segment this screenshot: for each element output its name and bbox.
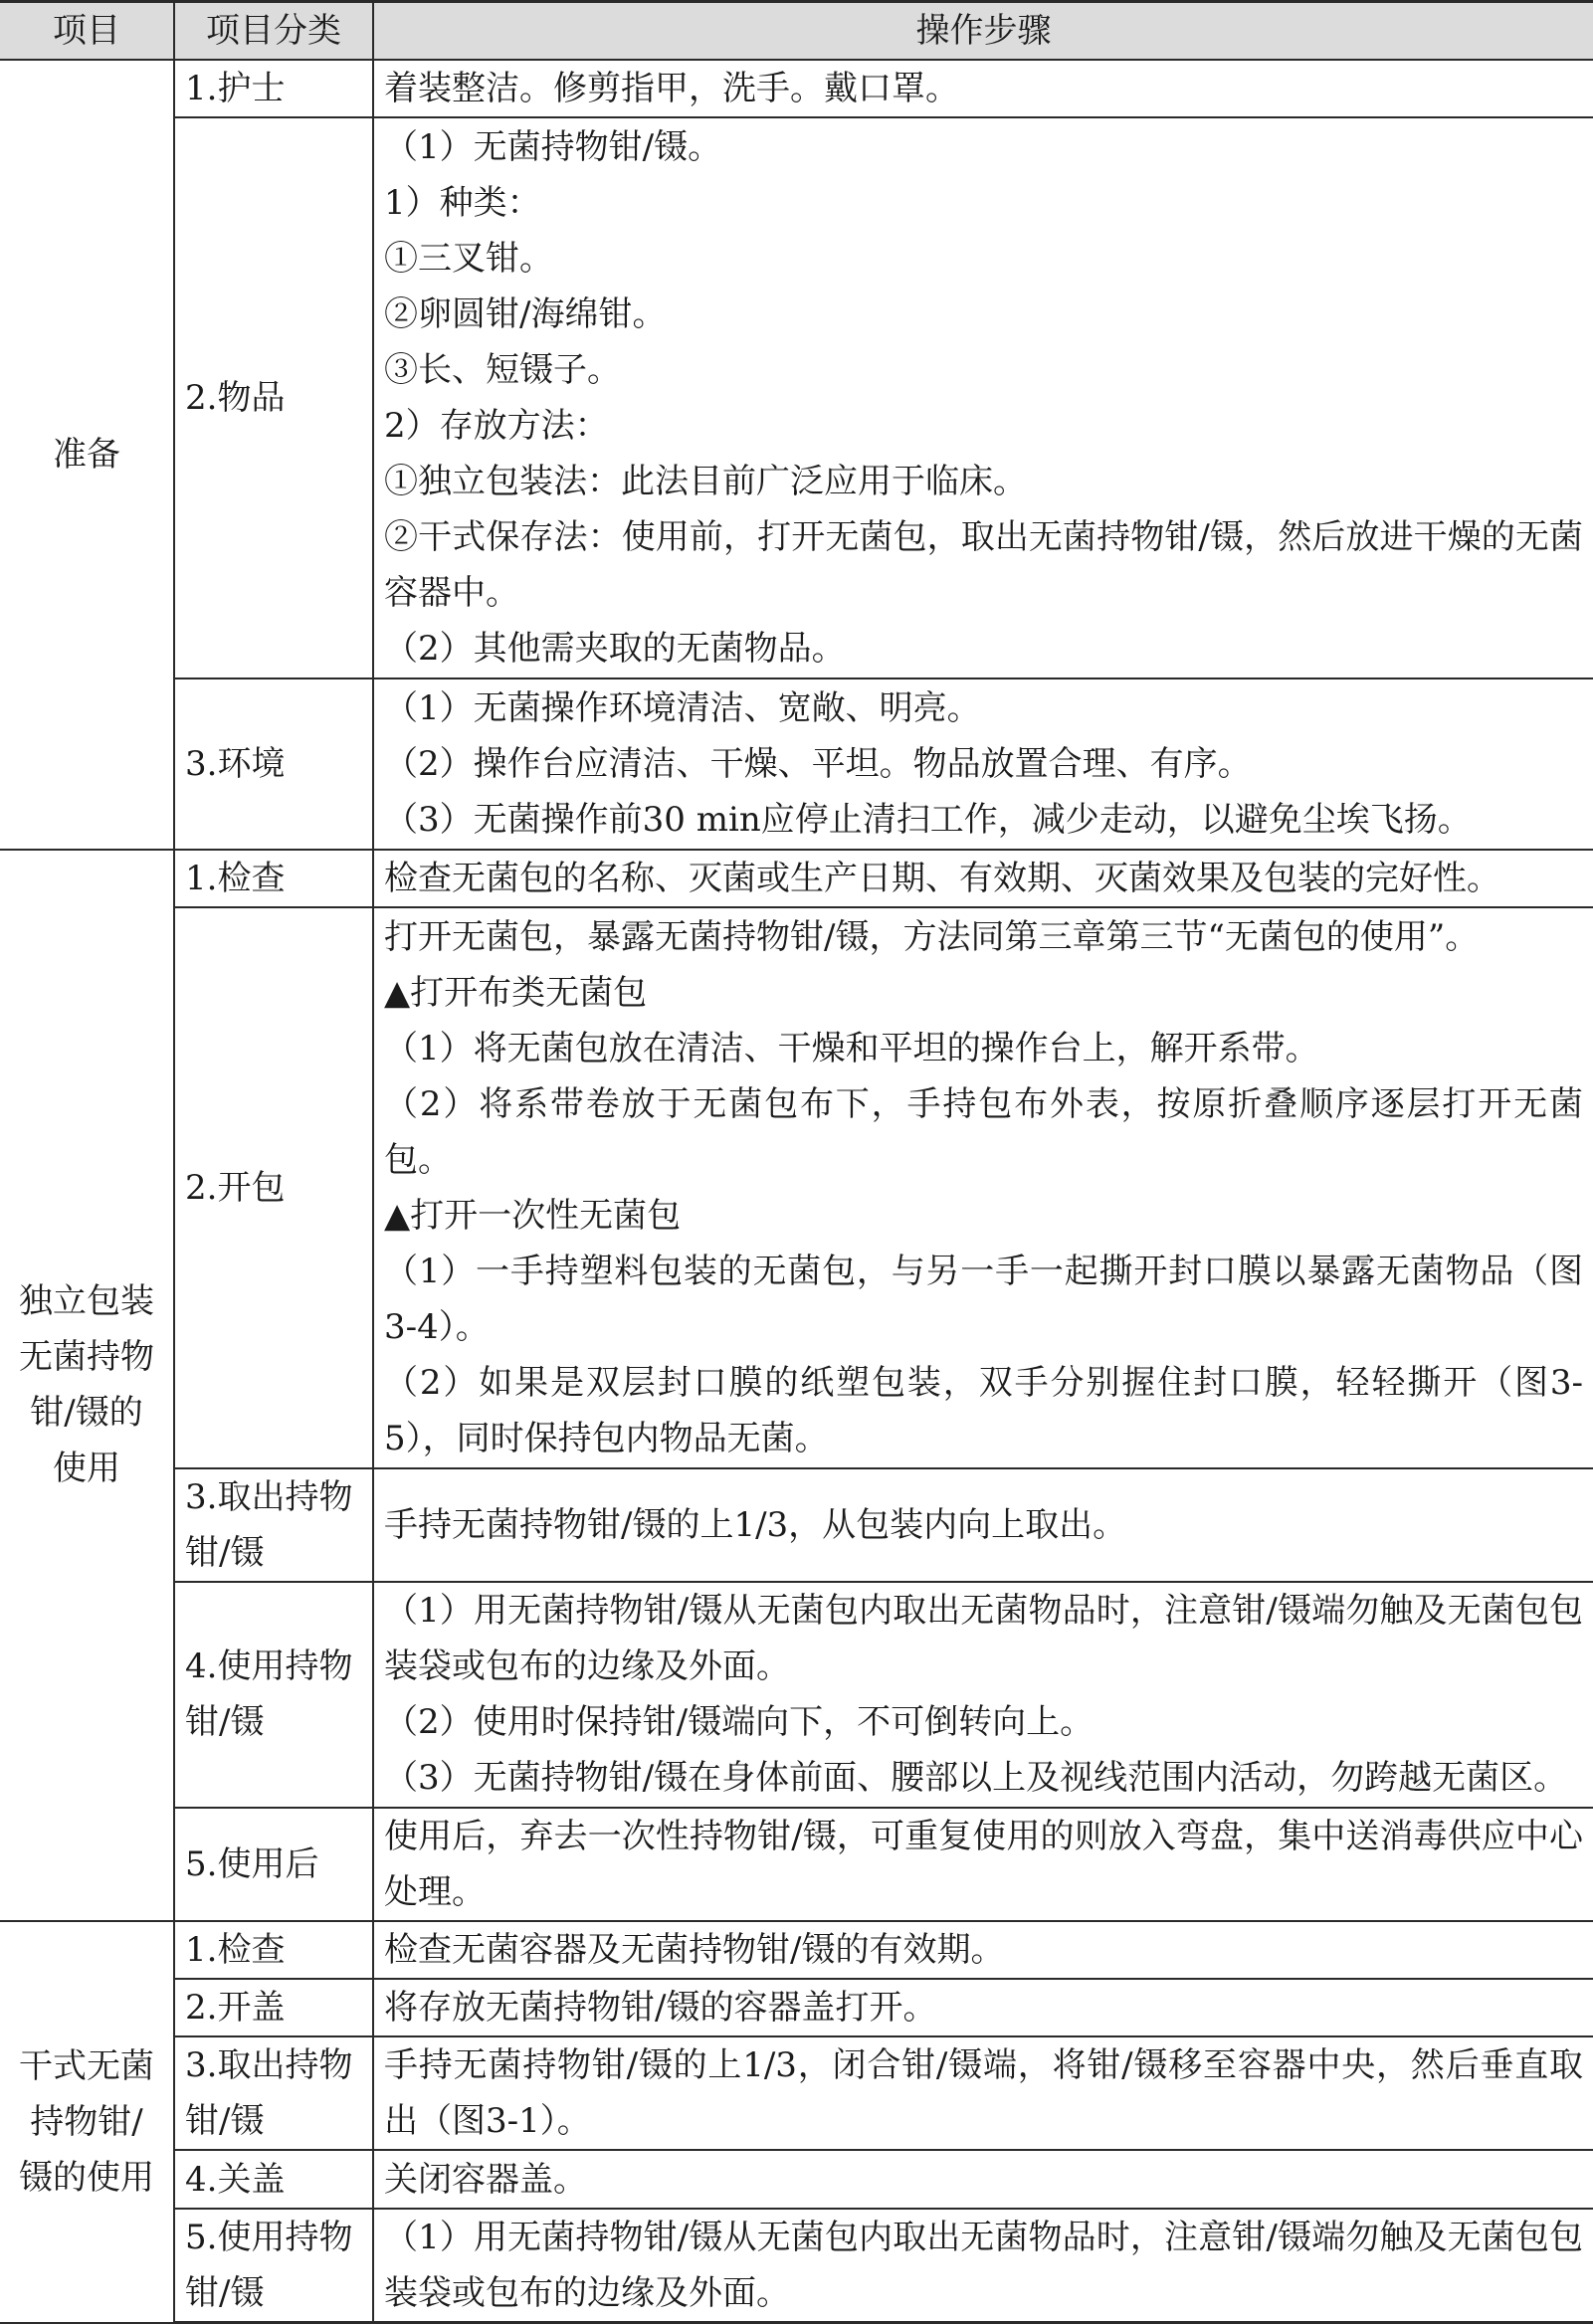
steps-cell <box>373 1979 1593 2036</box>
step-text: （3）无菌操作前30 min应停止清扫工作，减少走动，以避免尘埃飞扬。 <box>384 799 1472 840</box>
category-text: 3.环境 <box>185 743 286 784</box>
step-text: （2）将系带卷放于无菌包布下，手持包布外表，按原折叠顺序逐层打开无菌包。 <box>384 1083 1583 1180</box>
category-text: 1.检查 <box>185 1929 286 1970</box>
category-cell <box>174 907 373 1467</box>
step-text: 关闭容器盖。 <box>384 2159 587 2200</box>
step-text: 检查无菌容器及无菌持物钳/镊的有效期。 <box>384 1929 1005 1970</box>
step-text: ③长、短镊子。 <box>384 349 621 390</box>
step-text: （2）操作台应清洁、干燥、平坦。物品放置合理、有序。 <box>384 743 1252 784</box>
step-text: ①三叉钳。 <box>384 238 553 279</box>
step-text: （2）使用时保持钳/镊端向下，不可倒转向上。 <box>384 1702 1095 1743</box>
step-text: （1）用无菌持物钳/镊从无菌包内取出无菌物品时，注意钳/镊端勿触及无菌包包装袋或包布的边缘及外面。 <box>384 1591 1583 1687</box>
header-item: 项目 <box>0 2 174 61</box>
header-category: 项目分类 <box>174 2 373 61</box>
step-text: ②干式保存法：使用前，打开无菌包，取出无菌持物钳/镊，然后放进干燥的无菌容器中。 <box>384 516 1583 613</box>
category-cell <box>174 1582 373 1808</box>
category-cell <box>174 850 373 907</box>
step-text: ②卵圆钳/海绵钳。 <box>384 293 667 334</box>
step-text: （2）其他需夹取的无菌物品。 <box>384 628 846 669</box>
header-row <box>0 2 1593 61</box>
steps-cell <box>373 1808 1593 1921</box>
step-text: 2）存放方法： <box>384 405 609 446</box>
step-text: 使用后，弃去一次性持物钳/镊，可重复使用的则放入弯盘，集中送消毒供应中心处理。 <box>384 1816 1583 1912</box>
item-text: 无菌持物 <box>19 1337 154 1378</box>
steps-cell <box>373 1468 1593 1582</box>
table-row <box>0 678 1593 850</box>
step-text: （1）无菌持物钳/镊。 <box>384 126 722 167</box>
item-text: 使用 <box>53 1449 120 1489</box>
category-text: 3.取出持物 <box>185 2045 353 2086</box>
item-cell <box>0 850 174 1921</box>
category-cell <box>174 1468 373 1582</box>
table-row <box>0 907 1593 1467</box>
steps-cell <box>373 907 1593 1467</box>
table-row <box>0 2209 1593 2323</box>
steps-cell <box>373 678 1593 850</box>
table-row <box>0 2036 1593 2150</box>
step-text: （1）将无菌包放在清洁、干燥和平坦的操作台上，解开系带。 <box>384 1028 1319 1068</box>
header-steps: 操作步骤 <box>373 2 1593 61</box>
item-text: 持物钳/ <box>30 2101 143 2142</box>
step-text: 1）种类： <box>384 182 541 223</box>
category-text: 钳/镊 <box>185 2101 265 2142</box>
table-row <box>0 2150 1593 2208</box>
step-text: ①独立包装法：此法目前广泛应用于临床。 <box>384 461 1027 501</box>
table-row <box>0 1979 1593 2036</box>
category-text: 2.开盖 <box>185 1988 286 2029</box>
category-cell <box>174 1921 373 1979</box>
category-cell <box>174 2209 373 2323</box>
step-text: （1）一手持塑料包装的无菌包，与另一手一起撕开封口膜以暴露无菌物品（图3-4）。 <box>384 1251 1583 1347</box>
table-body <box>0 60 1593 2323</box>
table-row <box>0 117 1593 678</box>
item-text: 干式无菌 <box>19 2045 154 2086</box>
category-text: 4.使用持物 <box>185 1646 353 1687</box>
category-text: 钳/镊 <box>185 2272 265 2313</box>
step-text: 手持无菌持物钳/镊的上1/3，闭合钳/镊端，将钳/镊移至容器中央，然后垂直取出（图3-1）。 <box>384 2045 1583 2142</box>
steps-cell <box>373 1582 1593 1808</box>
table-row <box>0 1582 1593 1808</box>
steps-cell <box>373 2150 1593 2208</box>
category-cell <box>174 2150 373 2208</box>
category-cell <box>174 678 373 850</box>
category-text: 5.使用后 <box>185 1843 319 1884</box>
item-text: 准备 <box>53 435 120 476</box>
category-text: 1.护士 <box>185 69 286 109</box>
category-text: 4.关盖 <box>185 2159 286 2200</box>
step-text: 着装整洁。修剪指甲，洗手。戴口罩。 <box>384 69 959 109</box>
category-text: 3.取出持物 <box>185 1476 353 1517</box>
item-cell <box>0 60 174 850</box>
step-text: （1）用无菌持物钳/镊从无菌包内取出无菌物品时，注意钳/镊端勿触及无菌包包装袋或包布的边缘及外面。 <box>384 2217 1583 2313</box>
step-text: ▲打开布类无菌包 <box>384 972 648 1013</box>
step-text: 将存放无菌持物钳/镊的容器盖打开。 <box>384 1988 937 2029</box>
steps-cell <box>373 850 1593 907</box>
step-text: （1）无菌操作环境清洁、宽敞、明亮。 <box>384 687 981 728</box>
table-row <box>0 850 1593 907</box>
category-cell <box>174 2036 373 2150</box>
table-row <box>0 60 1593 117</box>
table-row <box>0 1921 1593 1979</box>
steps-cell <box>373 2036 1593 2150</box>
step-text: 检查无菌包的名称、灭菌或生产日期、有效期、灭菌效果及包装的完好性。 <box>384 859 1500 899</box>
category-text: 2.物品 <box>185 377 286 418</box>
category-cell <box>174 1979 373 2036</box>
steps-cell <box>373 2209 1593 2323</box>
step-text: （2）如果是双层封口膜的纸塑包装，双手分别握住封口膜，轻轻撕开（图3-5），同时保持包内物品无菌。 <box>384 1362 1583 1458</box>
category-cell <box>174 60 373 117</box>
table-row <box>0 1468 1593 1582</box>
step-text: 手持无菌持物钳/镊的上1/3，从包装内向上取出。 <box>384 1504 1127 1545</box>
item-text: 独立包装 <box>19 1281 154 1322</box>
category-cell <box>174 1808 373 1921</box>
item-text: 镊的使用 <box>19 2157 154 2198</box>
category-text: 5.使用持物 <box>185 2217 353 2257</box>
item-cell <box>0 1921 174 2323</box>
item-text: 钳/镊的 <box>30 1393 143 1434</box>
category-text: 钳/镊 <box>185 1532 265 1573</box>
category-text: 钳/镊 <box>185 1702 265 1743</box>
table-row <box>0 1808 1593 1921</box>
step-text: （3）无菌持物钳/镊在身体前面、腰部以上及视线范围内活动，勿跨越无菌区。 <box>384 1758 1568 1799</box>
step-text: ▲打开一次性无菌包 <box>384 1195 682 1236</box>
steps-cell <box>373 117 1593 678</box>
steps-cell <box>373 1921 1593 1979</box>
steps-cell <box>373 60 1593 117</box>
category-text: 1.检查 <box>185 859 286 899</box>
category-cell <box>174 117 373 678</box>
category-text: 2.开包 <box>185 1167 286 1208</box>
step-text: 打开无菌包，暴露无菌持物钳/镊，方法同第三章第三节“无菌包的使用”。 <box>384 916 1480 957</box>
